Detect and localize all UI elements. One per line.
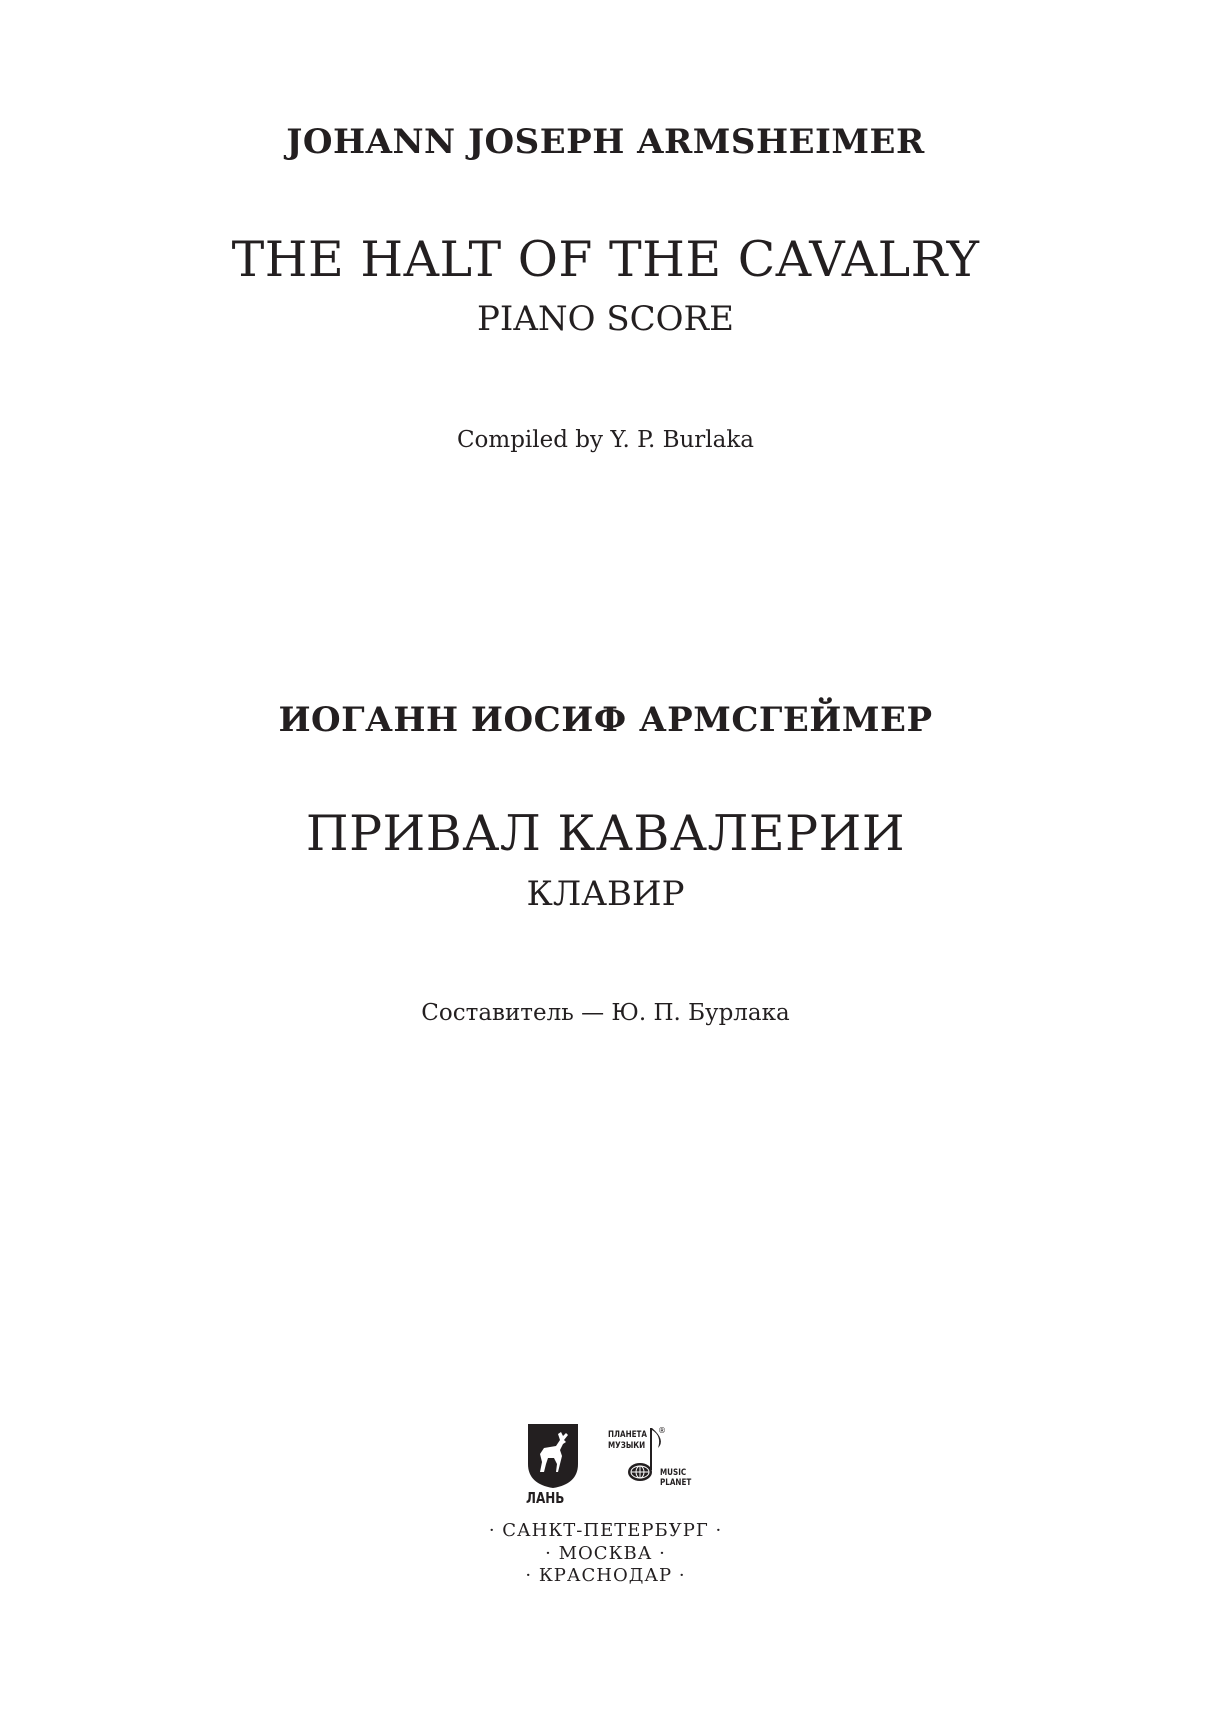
author-name-english: JOHANN JOSEPH ARMSHEIMER <box>286 122 925 162</box>
registered-mark: ® <box>658 1426 666 1435</box>
work-subtitle-russian: КЛАВИР <box>526 874 685 914</box>
author-name-russian: ИОГАНН ИОСИФ АРМСГЕЙМЕР <box>278 700 933 740</box>
logo-text-line: PLANET <box>660 1478 692 1488</box>
publisher-logo-lan: ЛАНЬ <box>526 1489 565 1507</box>
publisher-logo-text-ru <box>608 1430 647 1452</box>
work-title-russian: ПРИВАЛ КАВАЛЕРИИ <box>305 805 906 862</box>
compiler-credit-english: Compiled by Y. P. Burlaka <box>456 427 755 453</box>
logo-text-line: MUSIC <box>660 1468 687 1478</box>
publisher-logo <box>520 1422 690 1512</box>
deer-icon <box>528 1424 578 1488</box>
publisher-logo-text-en <box>660 1468 691 1488</box>
publisher-city: · САНКТ-ПЕТЕРБУРГ · <box>488 1520 723 1541</box>
work-subtitle-english: PIANO SCORE <box>477 299 734 339</box>
work-title-english: THE HALT OF THE CAVALRY <box>231 231 980 288</box>
logo-text-line: МУЗЫКИ <box>608 1441 646 1451</box>
logo-text-line: ПЛАНЕТА <box>608 1430 648 1440</box>
publisher-city: · МОСКВА · <box>545 1543 666 1564</box>
compiler-credit-russian: Составитель — Ю. П. Бурлака <box>421 1000 790 1026</box>
publisher-city: · КРАСНОДАР · <box>525 1565 686 1586</box>
